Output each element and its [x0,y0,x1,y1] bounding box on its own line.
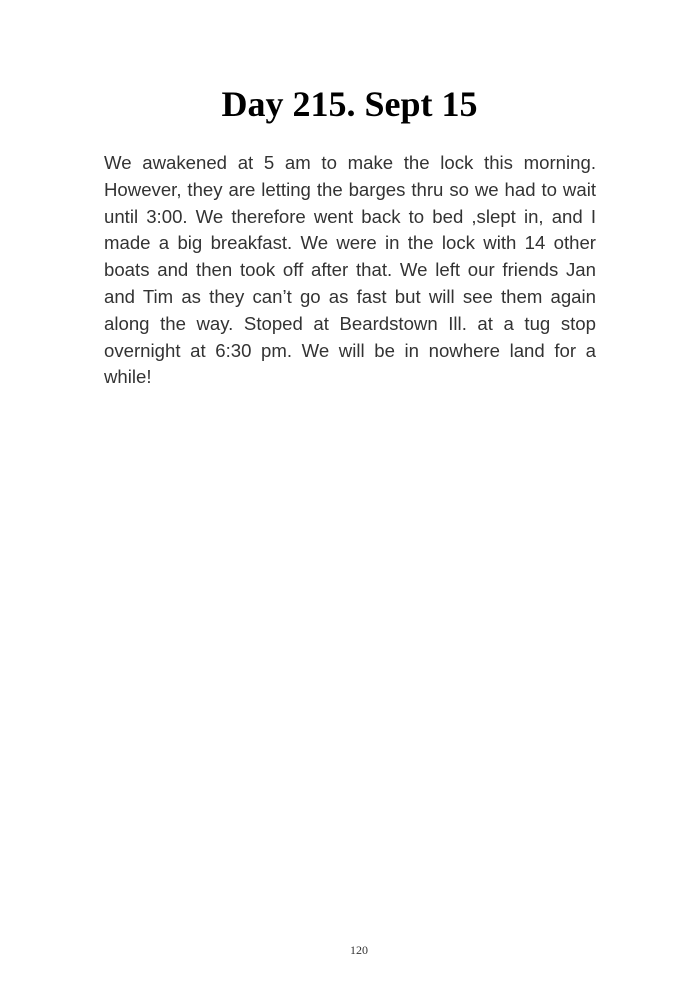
page-number: 120 [350,943,368,957]
page-title: Day 215. Sept 15 [221,84,478,124]
journal-entry-text: We awakened at 5 am to make the lock this morning. However, they are letting the barges thru so we had to wait until 3:00. We therefore went back to bed ,slept in, and I made a big breakfast. We were in the lock with 14 other boats and then took off after that. We left our friends Jan and Tim as they can’t go as fast but will see them again along the way. Stoped at Beardstown Ill. at a tug stop overnight at 6:30 pm. We will be in nowhere land for a while! [104,152,596,388]
